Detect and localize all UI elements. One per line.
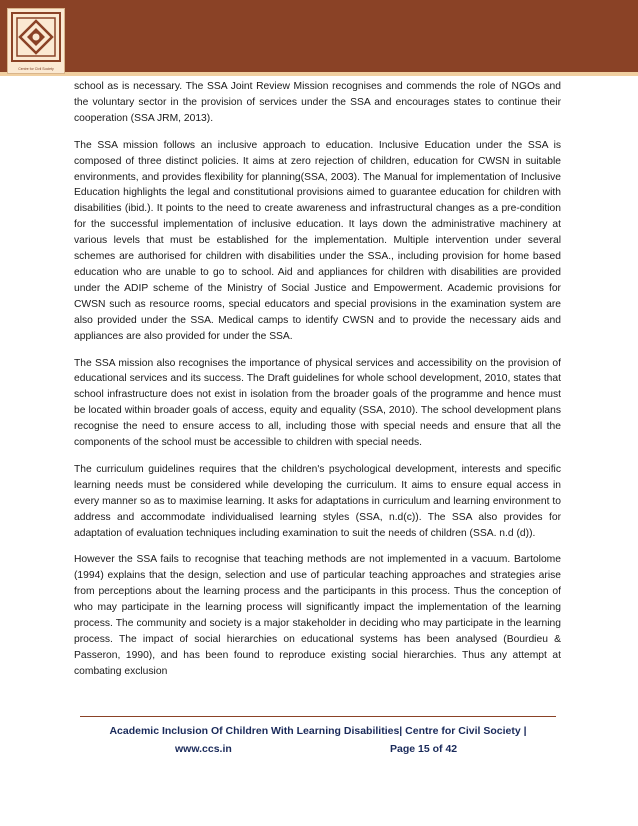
paragraph: school as is necessary. The SSA Joint Review Mission recognises and commends the role of NGOs and the voluntary sector in the provision of services under the SSA and encourages states to continue their cooperation (SSA JRM, 2013). <box>74 81 561 124</box>
paragraph: The SSA mission also recognises the importance of physical services and accessibility on the provision of educational services and its success. The Draft guidelines for whole school development, 2010, states that school infrastructure does not exist in isolation from the broader goals of the programme and hence must be located within broader goals of access, equity and equality (SSA, 2010). The school development plans recognise the need to ensure access to all, including those with special needs and ensure that all the components of the school must be accessible to children with special needs. <box>74 357 561 449</box>
footer-title: Academic Inclusion Of Children With Learning Disabilities| Centre for Civil Society | <box>109 725 527 737</box>
ccs-logo <box>7 8 65 74</box>
paragraph: The curriculum guidelines requires that the children's psychological development, interests and specific learning needs must be considered while developing the curriculum. It aims to ensure equal access in every manner so as to maximise learning. It asks for adaptations in curriculum and learning environment to address and accommodate individualised learning styles (SSA, n.d(c)). The SSA also provides for adaptation of evaluation techniques including examination to suit the needs of children (SSA. n.d (d)). <box>74 463 561 539</box>
document-body <box>74 79 561 691</box>
footer-url-link[interactable]: www.ccs.in <box>175 743 232 755</box>
page-footer <box>80 716 556 760</box>
page-number: Page 15 of 42 <box>390 743 458 755</box>
paragraph: However the SSA fails to recognise that teaching methods are not implemented in a vacuum. Bartolome (1994) explains that the design, selection and use of particular teaching approaches and strategies arise from perceptions about the learning process and the participants in this process. Thus the conception of who may participate in the learning process will significantly impact the implementation of the learning process. The community and society is a major stakeholder in deciding who may participate in the learning process. The impact of social hierarchies on educational systems has been analysed (Bourdieu & Passeron, 1990), and has been found to reproduce existing social hierarchies. Thus any attempt at combating exclusion <box>74 554 561 677</box>
paragraph: The SSA mission follows an inclusive approach to education. Inclusive Education under the SSA is composed of three distinct policies. It aims at zero rejection of children, education for CWSN in suitable environments, and provides flexibility for planning(SSA, 2003). The Manual for implementation of Inclusive Education highlights the legal and constitutional provisions aimed to guarantee education for children with disabilities (ibid.). It points to the need to create awareness and infrastructural changes as a pre-condition for the successful implementation of inclusive education. It lays down the administrative machinery at various levels that must be established for the implementation. Multiple intervention under several schemes are authorised for children with disabilities under the SSA., including provision for home based education who are unable to go to school. Aid and appliances for children with disabilities are provided under the ADIP scheme of the Ministry of Social Justice and Empowerment. Academic provisions for CWSN such as resource rooms, special educators and special provisions in the examination system are also provided under the SSA. Medical camps to identify CWSN and to provide the necessary aids and appliances are also provided for under the SSA. <box>74 139 561 342</box>
logo-caption: Centre for Civil Society <box>18 67 54 71</box>
header-banner <box>0 0 638 76</box>
ccs-logo-icon <box>8 9 64 65</box>
